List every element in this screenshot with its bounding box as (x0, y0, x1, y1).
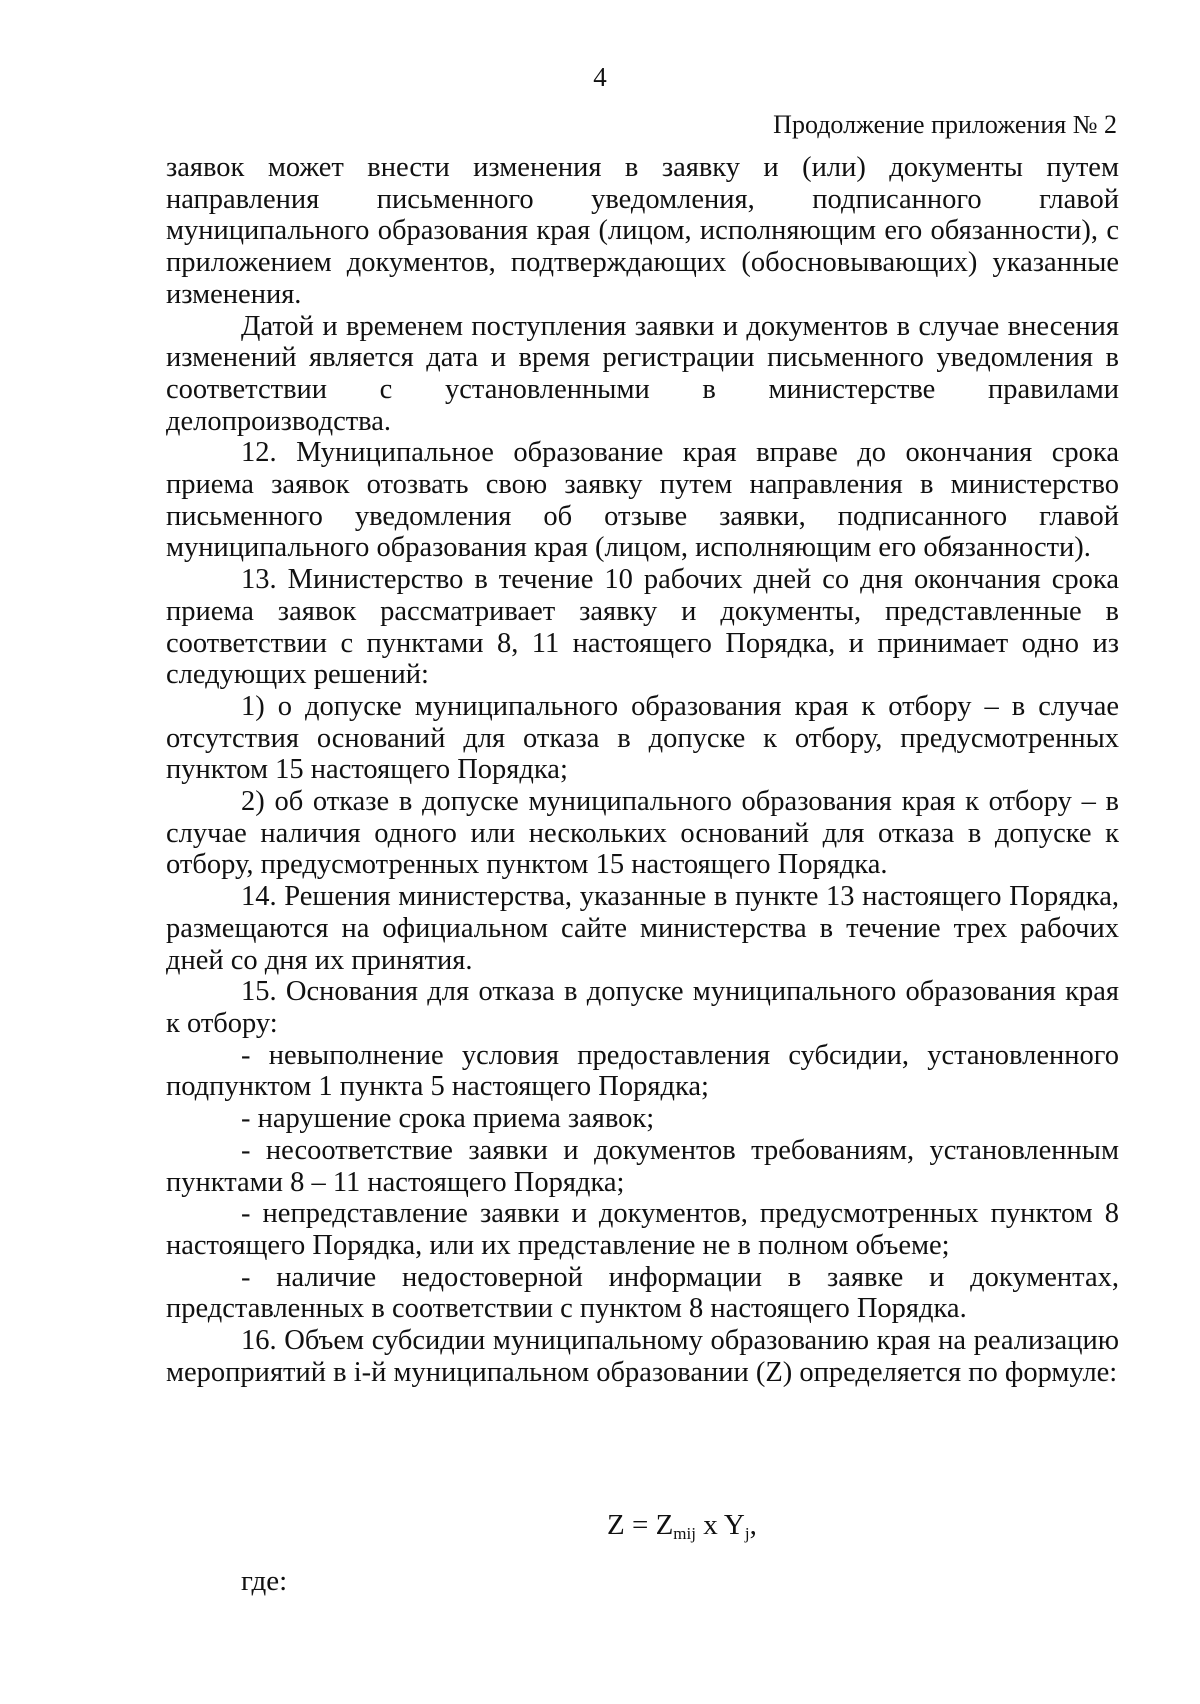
subsidy-formula (607, 1509, 757, 1544)
paragraph: 1) о допуске муниципального образования края к отбору – в случае отсутствия оснований для отказа в допуске к отбору, предусмотренных пунктом 15 настоящего Порядка; (166, 690, 1119, 786)
paragraph: 12. Муниципальное образование края вправе до окончания срока приема заявок отозвать свою заявку путем направления в министерство письменного уведомления об отзыве заявки, подписанного главой муниципального образования края (лицом, исполняющим его обязанности). (166, 437, 1119, 564)
list-item: - несоответствие заявки и документов требованиям, установленным пунктами 8 – 11 настоящего Порядка; (166, 1134, 1119, 1198)
paragraph: заявок может внести изменения в заявку и (или) документы путем направления письменного уведомления, подписанного главой муниципального образования края (лицом, исполняющим его обязанности), с приложением документов, подтверждающих (обосновывающих) указанные изменения. (166, 152, 1119, 310)
document-body (166, 152, 1119, 1388)
formula-tail: , (749, 1509, 757, 1541)
where-label: где: (241, 1565, 288, 1597)
formula-mid: x Y (695, 1509, 745, 1541)
paragraph: 14. Решения министерства, указанные в пункте 13 настоящего Порядка, размещаются на официальном сайте министерства в течение трех рабочих дней со дня их принятия. (166, 881, 1119, 976)
formula-subscript-j: j (744, 1524, 750, 1543)
formula-subscript-mij: mij (673, 1524, 696, 1543)
paragraph: 15. Основания для отказа в допуске муниципального образования края к отбору: (166, 976, 1119, 1039)
list-item: - наличие недостоверной информации в заявке и документах, представленных в соответствии с пунктом 8 настоящего Порядка. (166, 1261, 1119, 1325)
paragraph: 2) об отказе в допуске муниципального образования края к отбору – в случае наличия одного или нескольких оснований для отказа в допуске к отбору, предусмотренных пунктом 15 настоящего Порядка. (166, 786, 1119, 881)
paragraph: 16. Объем субсидии муниципальному образованию края на реализацию мероприятий в i-й муниципальном образовании (Z) определяется по формуле: (166, 1325, 1119, 1388)
list-item: - непредставление заявки и документов, предусмотренных пунктом 8 настоящего Порядка, или их представление не в полном объеме; (166, 1198, 1119, 1261)
formula-lhs: Z = Z (607, 1509, 674, 1541)
appendix-continuation-note: Продолжение приложения № 2 (773, 110, 1117, 139)
list-item: - невыполнение условия предоставления субсидии, установленного подпунктом 1 пункта 5 настоящего Порядка; (166, 1039, 1119, 1103)
paragraph: Датой и временем поступления заявки и документов в случае внесения изменений является дата и время регистрации письменного уведомления в соответствии с установленными в министерстве правилами делопроизводства. (166, 310, 1119, 437)
list-item: - нарушение срока приема заявок; (241, 1103, 655, 1135)
page-number: 4 (593, 62, 607, 92)
paragraph: 13. Министерство в течение 10 рабочих дней со дня окончания срока приема заявок рассматривает заявку и документы, представленные в соответствии с пунктами 8, 11 настоящего Порядка, и принимает одно из следующих решений: (166, 564, 1119, 691)
